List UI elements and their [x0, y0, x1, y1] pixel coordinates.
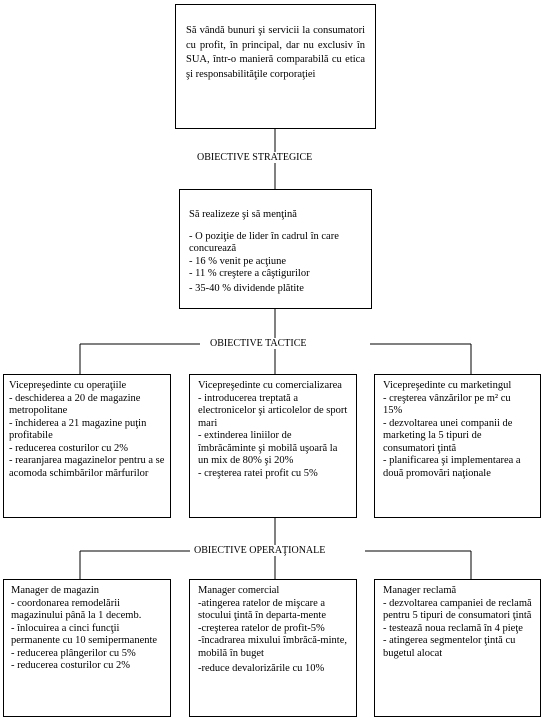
operational-item: - coordonarea remodelării magazinului până la 1 decemb.: [11, 597, 142, 621]
operational-item: -încadrarea mixului îmbrăcă-minte, mobilă în buget: [198, 635, 347, 659]
operational-box-advertising-manager: [374, 579, 541, 717]
strategic-item: - 16 % venit pe acţiune: [189, 255, 287, 267]
tactical-box-marketing: [374, 374, 541, 518]
strategic-item: - 11 % creştere a câştigurilor: [189, 268, 310, 279]
mission-box: [175, 4, 376, 129]
operational-title: Manager comercial: [198, 585, 280, 596]
operational-item: - reducerea costurilor cu 2%: [11, 660, 130, 671]
label-operational-objectives: OBIECTIVE OPERAŢIONALE: [194, 545, 326, 556]
tactical-item: - introducerea treptată a electronicelor şi articolelor de sport mari: [198, 392, 348, 429]
tactical-item: - creşterea ratei profit cu 5%: [198, 467, 318, 479]
strategic-objectives-box: [179, 189, 372, 309]
tactical-item: - închiderea a 21 magazine puţin profitabile: [9, 417, 147, 441]
tactical-item: - rearanjarea magazinelor pentru a se acomoda schimbărilor mărfurilor: [9, 455, 165, 479]
tactical-title: Vicepreşedinte cu operaţiile: [9, 380, 127, 391]
tactical-title: Vicepreşedinte cu comercializarea: [198, 380, 342, 391]
operational-item: - testează noua reclamă în 4 pieţe: [383, 622, 523, 634]
mission-text: Să vândă bunuri şi servicii la consumatori cu profit, în principal, dar nu exclusiv în SUA, într-o manieră comparabilă cu etica şi responsabilităţile corporaţiei: [186, 25, 365, 80]
tactical-item: - creşterea vânzărilor pe m² cu 15%: [383, 392, 511, 416]
tactical-box-operations: [3, 374, 171, 518]
strategic-item: - O poziţie de lider în cadrul în care concurează: [189, 230, 339, 254]
tactical-item: - extinderea liniilor de îmbrăcăminte şi mobilă uşoară la un mix de 80% şi 20%: [198, 430, 338, 466]
tactical-item: - reducerea costurilor cu 2%: [9, 442, 128, 454]
operational-box-store-manager: [3, 579, 171, 717]
tactical-title: Vicepreşedinte cu marketingul: [383, 380, 512, 391]
operational-item: - dezvoltarea campaniei de reclamă pentru 5 tipuri de consumatori ţintă: [383, 597, 532, 621]
strategic-item: - 35-40 % dividende plătite: [189, 282, 304, 294]
operational-item: - înlocuirea a cinci funcţii permanente cu 10 semipermanente: [11, 622, 158, 646]
tactical-box-commercial: [189, 374, 357, 518]
operational-box-commercial-manager: [189, 579, 357, 717]
label-tactical-objectives: OBIECTIVE TACTICE: [210, 338, 307, 349]
label-strategic-objectives: OBIECTIVE STRATEGICE: [197, 152, 313, 163]
operational-item: -creşterea ratelor de profit-5%: [198, 622, 325, 634]
tactical-item: - dezvoltarea unei companii de marketing la 5 tipuri de consumatori ţintă: [383, 417, 513, 454]
operational-title: Manager reclamă: [383, 585, 457, 596]
operational-item: - reducerea plângerilor cu 5%: [11, 647, 136, 659]
strategic-title: Să realizeze şi să menţină: [189, 209, 297, 220]
operational-item: -reduce devalorizările cu 10%: [198, 663, 325, 674]
tactical-item: - deschiderea a 20 de magazine metropolitane: [9, 392, 141, 416]
operational-item: - atingerea segmentelor ţintă cu bugetul alocat: [383, 635, 516, 659]
operational-title: Manager de magazin: [11, 585, 100, 596]
operational-item: -atingerea ratelor de mişcare a stocului ţintă în departa-mente: [198, 597, 326, 621]
tactical-item: - planificarea şi implementarea a două promovări naţionale: [383, 455, 521, 479]
